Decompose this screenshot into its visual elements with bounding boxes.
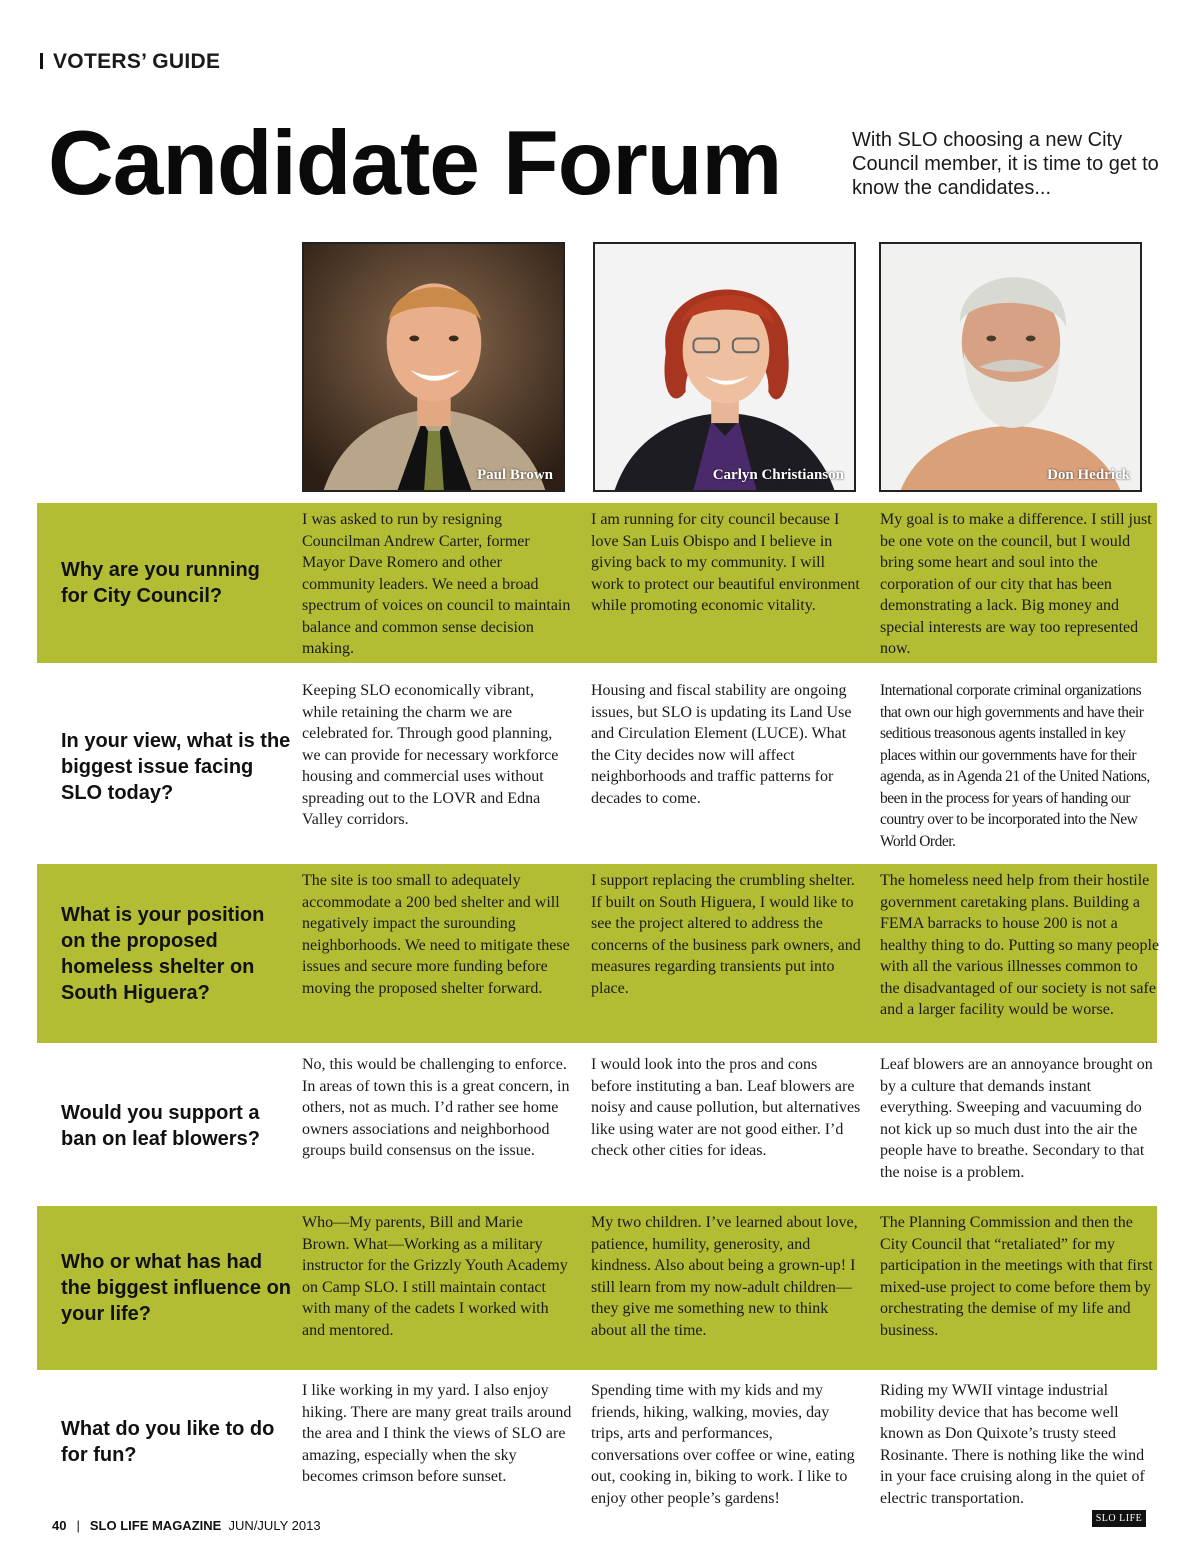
answer-carlyn-christianson: I am running for city council because I love San Luis Obispo and I believe in giving back to my community. I will work to protect our beautiful environment while promoting economic vitality. xyxy=(591,511,860,614)
portrait-illustration xyxy=(304,244,563,490)
qa-row xyxy=(37,1374,1157,1509)
question-label: Would you support a ban on leaf blowers? xyxy=(61,1102,260,1150)
question-label: In your view, what is the biggest issue facing SLO today? xyxy=(61,729,291,804)
question-label: What do you like to do for fun? xyxy=(61,1417,275,1466)
qa-row xyxy=(37,674,1157,859)
candidate-name: Paul Brown xyxy=(477,467,553,483)
qa-row xyxy=(37,1048,1157,1204)
answer-carlyn-christianson: Spending time with my kids and my friends, hiking, walking, movies, day trips, arts and performances, conversations over coffee or wine, eating out, cooking in, biking to work. I like to enjoy other people’s gardens! xyxy=(591,1382,855,1507)
portrait-illustration xyxy=(595,244,854,490)
answer-paul-brown: I like working in my yard. I also enjoy hiking. There are many great trails around the area and I think the views of SLO are amazing, especially when the sky becomes crimson before sunset. xyxy=(302,1382,572,1485)
candidate-photo-don-hedrick xyxy=(879,242,1142,492)
question-label: What is your position on the proposed homeless shelter on South Higuera? xyxy=(61,903,265,1004)
answer-don-hedrick: The homeless need help from their hostile government caretaking plans. Building a FEMA barracks to house 200 is not a healthy thing to do. Putting so many people with all the various illnesses common to the disadvantaged of our society is not safe and a larger facility would be worse. xyxy=(880,872,1160,1018)
answer-paul-brown: Keeping SLO economically vibrant, while retaining the charm we are celebrated for. Through good planning, we can provide for necessary workforce housing and commercial uses without spreading out to the LOVR and Edna Valley corridors. xyxy=(302,682,559,828)
magazine-logo: SLO LIFE xyxy=(1092,1510,1146,1527)
section-divider xyxy=(40,53,43,69)
answer-don-hedrick: My goal is to make a difference. I still just be one vote on the council, but I would bring some heart and soul into the corporation of our city that has been demonstrating a lack. Big money and special interests are way too represented now. xyxy=(880,511,1152,657)
answer-don-hedrick: The Planning Commission and then the City Council that “retaliated” for my participation in the meetings with that first mixed-use project to come before them by orchestrating the demise of my life and business. xyxy=(880,1214,1153,1339)
page-number: 40 xyxy=(52,1518,67,1533)
answer-carlyn-christianson: I support replacing the crumbling shelter. If built on South Higuera, I would like to see the project altered to address the concerns of the business park owners, and measures regarding transients put into place. xyxy=(591,872,861,997)
deck-text: With SLO choosing a new City Council member, it is time to get to know the candidates... xyxy=(852,129,1159,199)
answer-carlyn-christianson: My two children. I’ve learned about love, patience, humility, generosity, and kindness. Also about being a grown-up! I still learn from my now-adult children—they give me something new to think about all the time. xyxy=(591,1214,858,1339)
answer-don-hedrick: International corporate criminal organizations that own our high governments and have their seditious treasonous agents installed in key places within our governments have for their agenda, as in Agenda 21 of the United Nations, been in the process for years of handing our country over to be incorporated into the New World Order. xyxy=(880,682,1150,850)
candidate-photo-paul-brown xyxy=(302,242,565,492)
answer-carlyn-christianson: Housing and fiscal stability are ongoing issues, but SLO is updating its Land Use and Circulation Element (LUCE). What the City decides now will affect neighborhoods and traffic patterns for decades to come. xyxy=(591,682,852,807)
section-label xyxy=(40,50,220,74)
answer-paul-brown: Who—My parents, Bill and Marie Brown. What—Working as a military instructor for the Grizzly Youth Academy on Camp SLO. I still maintain contact with many of the cadets I worked with and mentored. xyxy=(302,1214,568,1339)
section-label-text: VOTERS’ GUIDE xyxy=(53,50,221,73)
candidate-name: Carlyn Christianson xyxy=(712,467,844,483)
qa-row xyxy=(37,864,1160,1043)
qa-row xyxy=(37,1206,1157,1370)
answer-paul-brown: The site is too small to adequately accommodate a 200 bed shelter and will negatively impact the surounding neighborhoods. We need to mitigate these issues and secure more funding before moving the proposed shelter forward. xyxy=(302,872,570,997)
portrait-illustration xyxy=(881,244,1140,490)
question-label: Who or what has had the biggest influence on your life? xyxy=(61,1251,292,1325)
answer-paul-brown: I was asked to run by resigning Councilman Andrew Carter, former Mayor Dave Romero and other community leaders. We need a broad spectrum of voices on council to maintain balance and common sense decision making. xyxy=(302,511,571,657)
question-label: Why are you running for City Council? xyxy=(61,559,260,607)
page-footer xyxy=(52,1518,321,1533)
answer-paul-brown: No, this would be challenging to enforce. In areas of town this is a great concern, in others, not as much. I’d rather see home owners associations and neighborhood groups build consensus on the issue. xyxy=(302,1056,570,1159)
candidate-name: Don Hedrick xyxy=(1047,467,1130,483)
page-title: Candidate Forum xyxy=(48,113,782,214)
answer-don-hedrick: Leaf blowers are an annoyance brought on by a culture that demands instant everything. Sweeping and vacuuming do not kick up so much dust into the air the people have to breathe. Secondary to that the noise is a problem. xyxy=(880,1056,1153,1181)
candidate-photo-carlyn-christianson xyxy=(593,242,856,492)
issue-date: JUN/JULY 2013 xyxy=(228,1518,321,1533)
magazine-name: SLO LIFE MAGAZINE xyxy=(89,1518,222,1533)
answer-carlyn-christianson: I would look into the pros and cons before instituting a ban. Leaf blowers are noisy and cause pollution, but alternatives like using water are not good either. I’d check other cities for ideas. xyxy=(591,1056,861,1159)
qa-row xyxy=(37,503,1157,663)
answer-don-hedrick: Riding my WWII vintage industrial mobility device that has become well known as Don Quixote’s trusty steed Rosinante. There is nothing like the wind in your face cruising along in the quiet of electric transportation. xyxy=(880,1382,1145,1507)
footer-divider: | xyxy=(76,1518,80,1533)
